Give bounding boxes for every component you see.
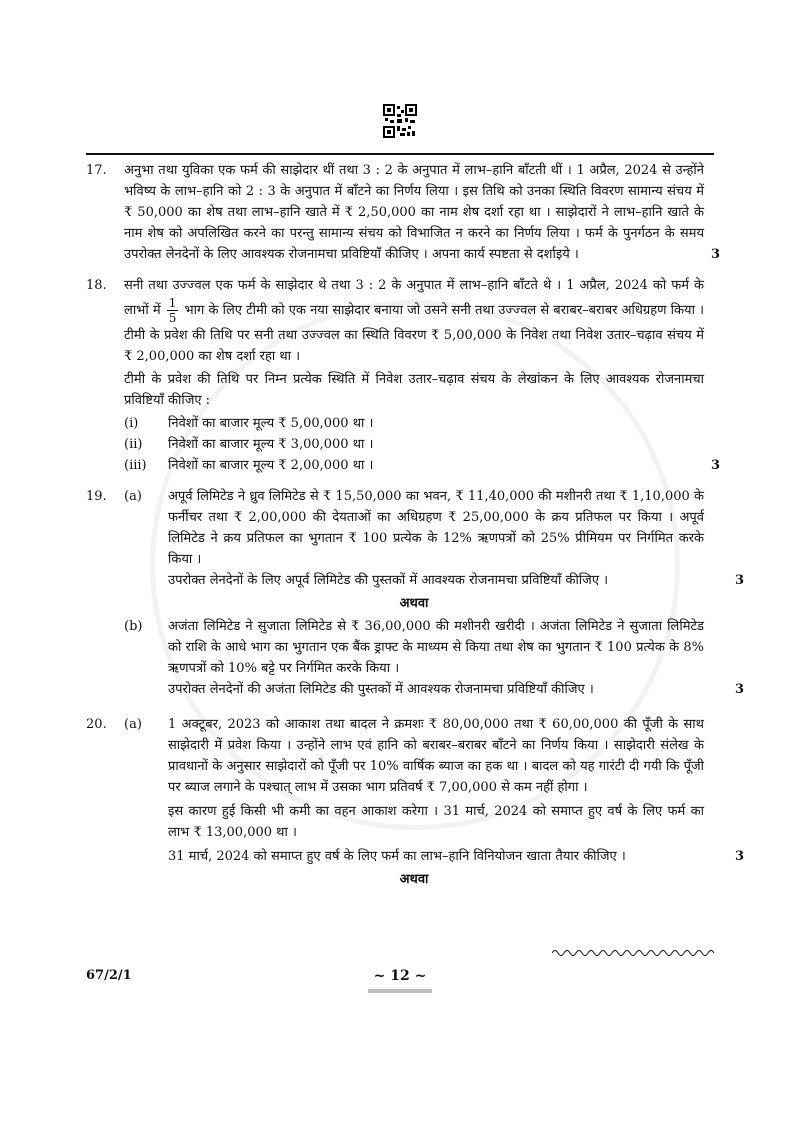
marks: 3 — [734, 849, 744, 864]
question-19 — [86, 486, 744, 700]
option-text: निवेशों का बाजार मूल्य ₹ 3,00,000 था । — [168, 437, 374, 452]
subquestion-b — [124, 616, 744, 700]
subquestion-text: अपूर्व लिमिटेड ने ध्रुव लिमिटेड से ₹ 15,50,000 का भवन, ₹ 11,40,000 की मशीनरी तथा ₹ 1,10,000 के फर्नीचर तथा ₹ 2,00,000 की देयताओं का अधिग्रहण ₹ 25,00,000 के क्रय प्रतिफल पर किया । अपूर्व लिमिटेड ने क्रय प्रतिफल का भुगतान ₹ 100 प्रत्येक के 12% ऋणपत्रों को 25% प्रीमियम पर निर्गमित करके किया । — [168, 489, 704, 567]
question-text — [124, 275, 704, 367]
question-instruction: टीमी के प्रवेश की तिथि पर निम्न प्रत्येक स्थिति में निवेश उतार–चढ़ाव संचय के लेखांकन के लिए आवश्यक रोजनामचा प्रविष्टियाँ कीजिए : — [124, 372, 704, 408]
subquestion-text: अजंता लिमिटेड ने सुजाता लिमिटेड से ₹ 36,00,000 की मशीनरी खरीदी । अजंता लिमिटेड ने सुजाता लिमिटेड को राशि के आधे भाग का भुगतान एक बैंक ड्राफ्ट के माध्यम से किया तथा शेष का भुगतान ₹ 100 प्रत्येक के 8% ऋणपत्रों को 10% बट्टे पर निर्गमित करके किया । — [168, 619, 704, 676]
header-rule — [86, 153, 714, 155]
paper-code: 67/2/1 — [86, 968, 132, 983]
fraction-numerator: 1 — [168, 296, 177, 310]
or-separator: अथवा — [399, 872, 429, 887]
subquestion-text-2: इस कारण हुई किसी भी कमी का वहन आकाश करेगा । 31 मार्च, 2024 को समाप्त हुए वर्ष के लिए फर्म का लाभ ₹ 13,00,000 था । — [168, 804, 704, 840]
or-separator: अथवा — [399, 596, 429, 611]
question-number: 20. — [86, 717, 107, 732]
marks: 3 — [710, 458, 720, 473]
marks: 3 — [734, 573, 744, 588]
subquestion-instruction: 31 मार्च, 2024 को समाप्त हुए वर्ष के लिए फर्म का लाभ–हानि विनियोजन खाता तैयार कीजिए । — [168, 849, 626, 864]
question-text-part: सनी तथा उज्ज्वल एक फर्म के साझेदार थे तथा 3 : 2 के अनुपात में लाभ–हानि बाँटते थे । 1 अप्रैल, 2024 को फर्म के लाभों में — [124, 278, 704, 318]
fraction-denominator: 5 — [168, 311, 177, 325]
subquestion-text: 1 अक्टूबर, 2023 को आकाश तथा बादल ने क्रमशः ₹ 80,00,000 तथा ₹ 60,00,000 की पूँजी के साथ साझेदारी में प्रवेश किया । उन्होंने लाभ एवं हानि को बराबर–बराबर बाँटने का निर्णय किया । साझेदारी संलेख के प्रावधानों के अनुसार साझेदारों को पूँजी पर 10% वार्षिक ब्याज का हक था । बादल को यह गारंटी दी गयी कि पूँजी पर ब्याज लगाने के पश्चात् लाभ में उसका भाग प्रतिवर्ष ₹ 7,00,000 से कम नहीं होगा । — [168, 717, 704, 795]
question-body — [124, 486, 744, 700]
page-number-bar — [368, 989, 432, 993]
subquestion-label: (a) — [124, 489, 142, 504]
subquestion-label: (b) — [124, 619, 143, 634]
page-number: ~ 12 ~ — [373, 968, 427, 984]
option-list — [124, 413, 704, 476]
question-body — [124, 714, 744, 890]
option-text: निवेशों का बाजार मूल्य ₹ 5,00,000 था । — [168, 416, 374, 431]
qr-code-icon — [383, 104, 417, 138]
question-text: अनुभा तथा युविका एक फर्म की साझेदार थीं तथा 3 : 2 के अनुपात में लाभ–हानि बाँटती थीं । 1 अप्रैल, 2024 से उन्होंने भविष्य के लाभ–हानि को 2 : 3 के अनुपात में बाँटने का निर्णय लिया । इस तिथि को उनका स्थिति विवरण सामान्य संचय में ₹ 50,000 का शेष तथा लाभ–हानि खाते में ₹ 2,50,000 का नाम शेष दर्शा रहा था । साझेदारों ने लाभ–हानि खाते के नाम शेष को अपलिखित करने का परन्तु सामान्य संचय को विभाजित न करने का निर्णय लिया । फर्म के पुनर्गठन के समय उपरोक्त लेनदेनों के लिए आवश्यक रोजनामचा प्रविष्टियाँ कीजिए । अपना कार्य स्पष्टता से दर्शाइये । — [124, 163, 704, 262]
question-20 — [86, 714, 744, 890]
option-item — [124, 413, 704, 434]
marks: 3 — [734, 682, 744, 697]
question-text-part: भाग के लिए टीमी को एक नया साझेदार बनाया जो उसने सनी तथा उज्ज्वल से बराबर–बराबर अधिग्रहण किया । टीमी के प्रवेश की तिथि पर सनी तथा उज्ज्वल का स्थिति विवरण ₹ 5,00,000 के निवेश तथा निवेश उतार–चढ़ाव संचय में ₹ 2,00,000 का शेष दर्शा रहा था । — [124, 303, 704, 364]
question-17 — [86, 160, 718, 265]
subquestion-instruction: उपरोक्त लेनदेनों की अजंता लिमिटेड की पुस्तकों में आवश्यक रोजनामचा प्रविष्टियाँ कीजिए । — [168, 682, 594, 697]
option-item — [124, 455, 704, 476]
wavy-line-decoration — [552, 948, 717, 958]
fraction — [167, 296, 179, 325]
option-label: (ii) — [124, 437, 143, 452]
option-label: (iii) — [124, 458, 147, 473]
question-number: 19. — [86, 489, 107, 504]
subquestion-a — [124, 486, 744, 591]
questions-content — [86, 160, 744, 900]
option-item — [124, 434, 704, 455]
question-18 — [86, 275, 718, 476]
marks: 3 — [710, 247, 720, 262]
subquestion-instruction: उपरोक्त लेनदेनों के लिए अपूर्व लिमिटेड की पुस्तकों में आवश्यक रोजनामचा प्रविष्टियाँ कीजिए । — [168, 573, 609, 588]
subquestion-label: (a) — [124, 717, 142, 732]
question-number: 18. — [86, 278, 107, 293]
option-text: निवेशों का बाजार मूल्य ₹ 2,00,000 था । — [168, 458, 374, 473]
question-number: 17. — [86, 163, 107, 178]
subquestion-a — [124, 714, 744, 867]
option-label: (i) — [124, 416, 139, 431]
